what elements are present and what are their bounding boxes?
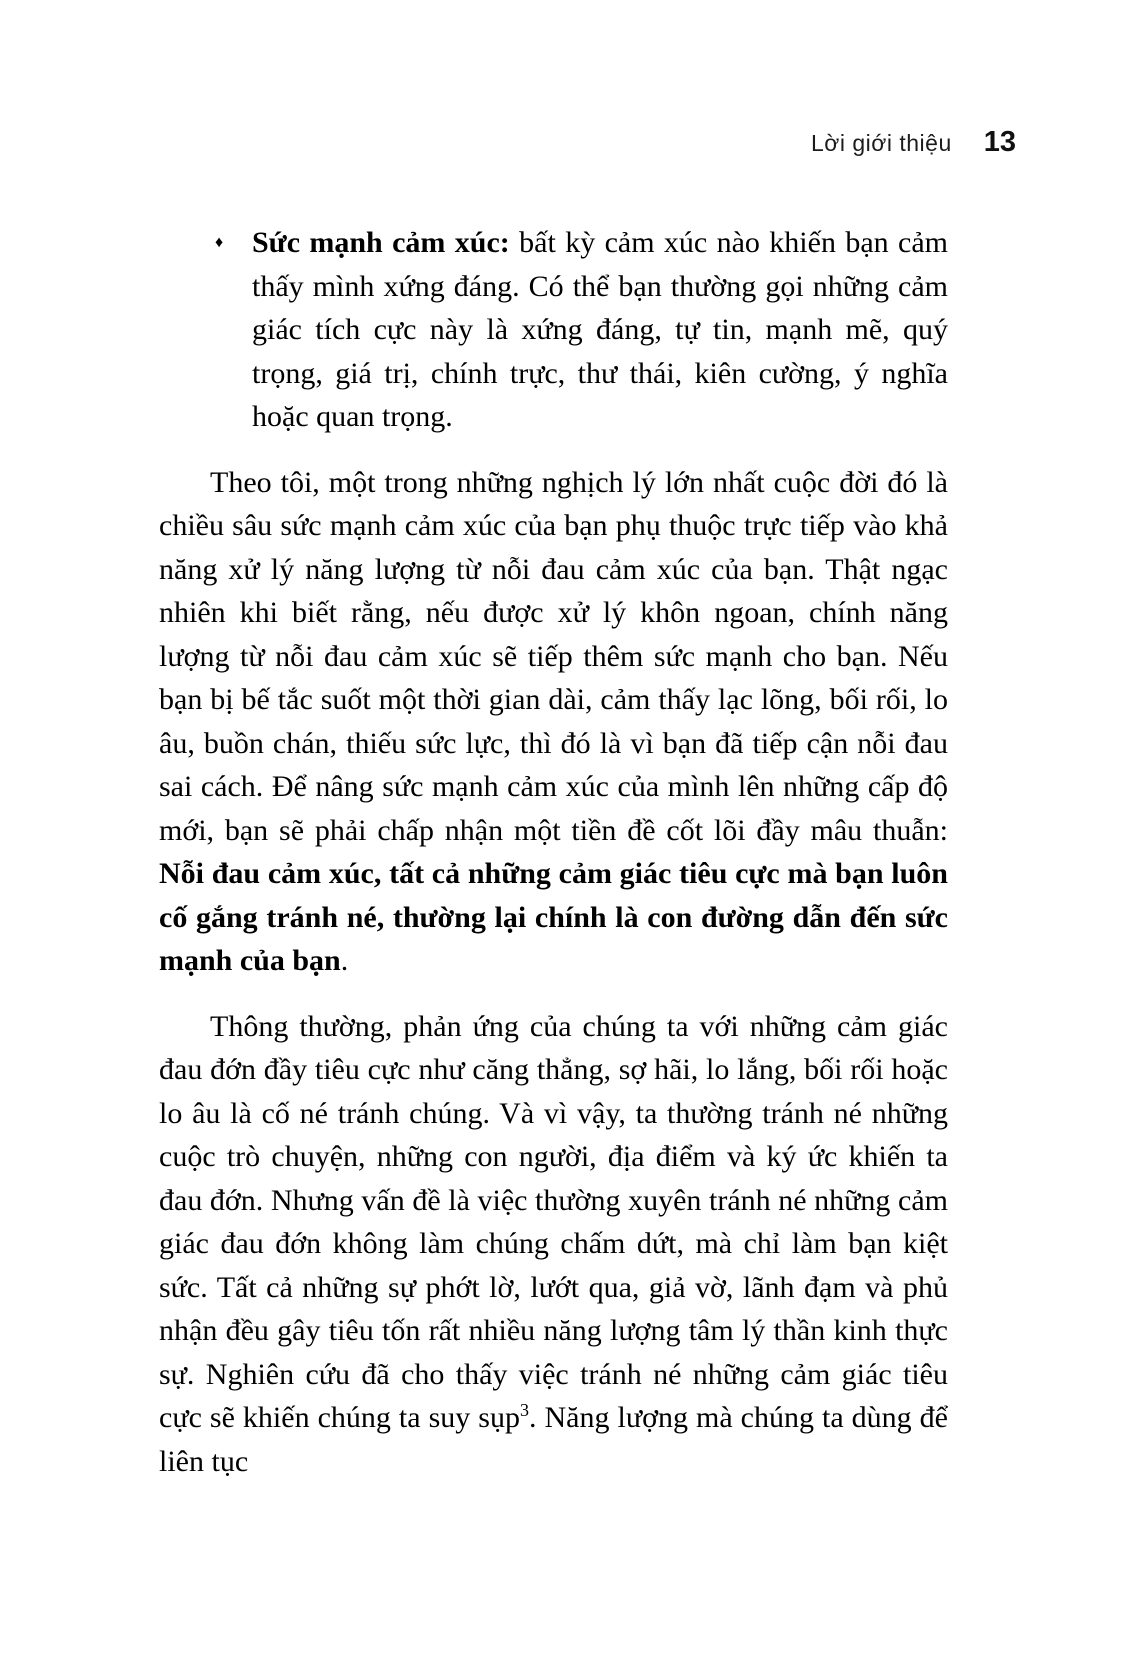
paragraph-2-continuation-text: . Năng lượng mà chúng ta dùng để liên tục: [159, 1401, 948, 1478]
paragraph-2-text: Thông thường, phản ứng của chúng ta với những cảm giác đau đớn đầy tiêu cực như căng thẳng, sợ hãi, lo lắng, bối rối hoặc lo âu là cố né tránh chúng. Và vì vậy, ta thường tránh né những cuộc trò chuyện, những con người, địa điểm và ký ức khiến ta đau đớn. Nhưng vấn đề là việc thường xuyên tránh né những cảm giác đau đớn không làm chúng chấm dứt, mà chỉ làm bạn kiệt sức. Tất cả những sự phớt lờ, lướt qua, giả vờ, lãnh đạm và phủ nhận đều gây tiêu tốn rất nhiều năng lượng tâm lý thần kinh thực sự. Nghiên cứu đã cho thấy việc tránh né những cảm giác tiêu cực sẽ khiến chúng ta suy sụp: [159, 1009, 948, 1434]
bullet-paragraph: [252, 221, 948, 439]
bullet-term-bold: Sức mạnh cảm xúc:: [252, 226, 510, 259]
bullet-list-item: [159, 221, 948, 439]
page-number: 13: [983, 126, 1016, 158]
bullet-diamond-icon: ♦: [215, 234, 224, 251]
paragraph-1-text: Theo tôi, một trong những nghịch lý lớn nhất cuộc đời đó là chiều sâu sức mạnh cảm xúc của bạn phụ thuộc trực tiếp vào khả năng xử lý năng lượng từ nỗi đau cảm xúc của bạn. Thật ngạc nhiên khi biết rằng, nếu được xử lý khôn ngoan, chính năng lượng từ nỗi đau cảm xúc sẽ tiếp thêm sức mạnh cho bạn. Nếu bạn bị bế tắc suốt một thời gian dài, cảm thấy lạc lõng, bối rối, lo âu, buồn chán, thiếu sức lực, thì đó là vì bạn đã tiếp cận nỗi đau sai cách. Để nâng sức mạnh cảm xúc của mình lên những cấp độ mới, bạn sẽ phải chấp nhận một tiền đề cốt lõi đầy mâu thuẫn:: [159, 465, 948, 847]
paragraph-1: [159, 461, 948, 983]
page-header: [0, 126, 1016, 159]
bullet-definition-text: bất kỳ cảm xúc nào khiến bạn cảm thấy mình xứng đáng. Có thể bạn thường gọi những cảm giác tích cực này là xứng đáng, tự tin, mạnh mẽ, quý trọng, giá trị, chính trực, thư thái, kiên cường, ý nghĩa hoặc quan trọng.: [252, 226, 948, 433]
paragraph-2: [159, 1005, 948, 1484]
footnote-reference-3: 3: [519, 1400, 529, 1420]
paragraph-1-bold-statement: Nỗi đau cảm xúc, tất cả những cảm giác tiêu cực mà bạn luôn cố gắng tránh né, thường lại chính là con đường dẫn đến sức mạnh của bạn: [159, 857, 948, 977]
paragraph-1-closing-period: .: [340, 944, 349, 977]
page-body: [159, 221, 948, 1483]
running-head-section-title: Lời giới thiệu: [811, 130, 952, 156]
